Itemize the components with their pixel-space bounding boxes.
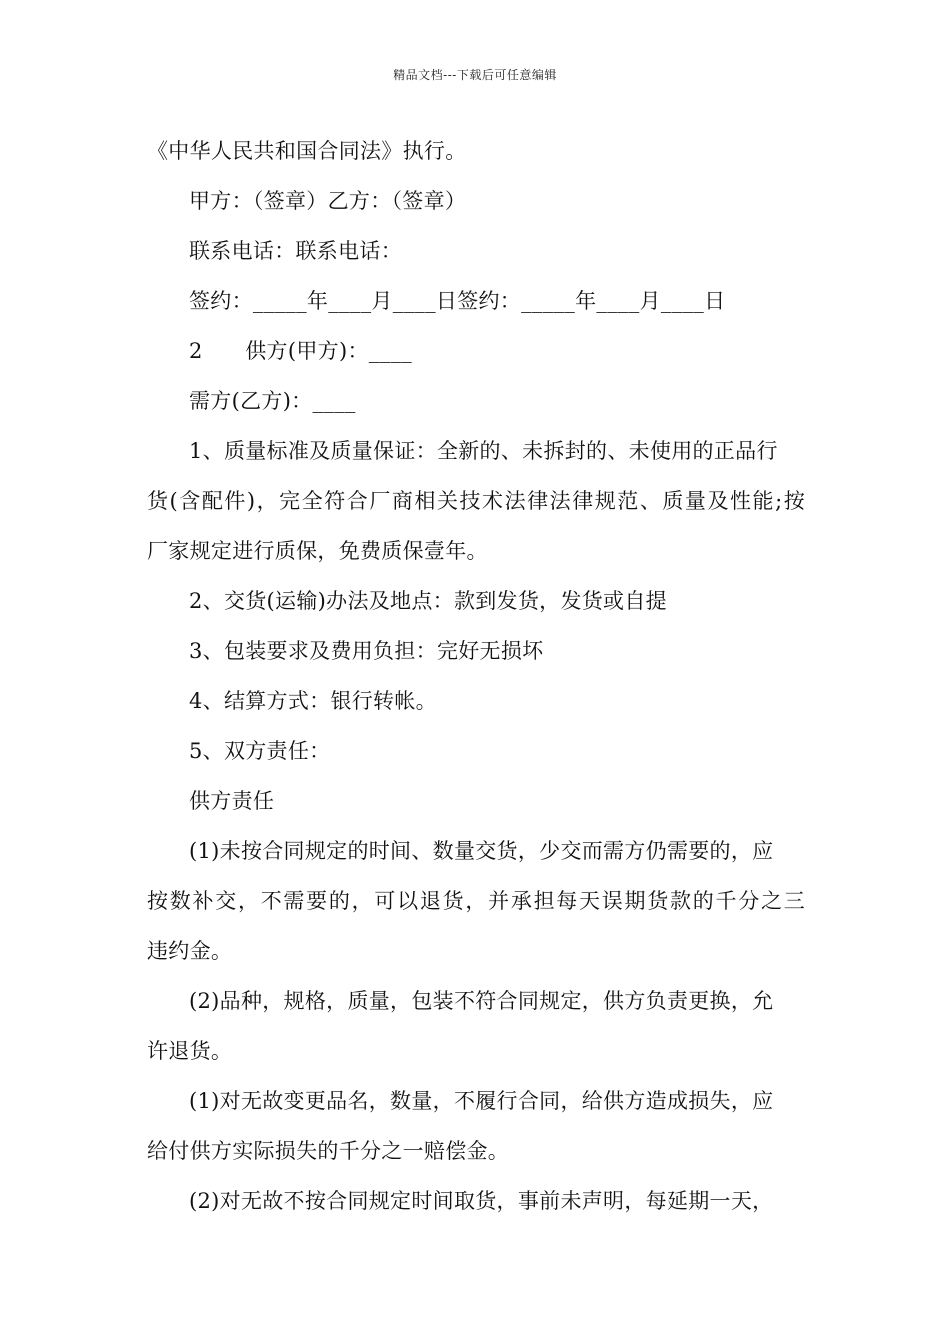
paragraph-line: 许退货。 — [147, 1039, 233, 1063]
paragraph-line: 4、结算方式：银行转帐。 — [189, 689, 437, 713]
paragraph-line: 1、质量标准及质量保证：全新的、未拆封的、未使用的正品行 — [189, 439, 778, 463]
paragraph-line: 签约：_____年____月____日签约：_____年____月____日 — [189, 289, 726, 313]
paragraph-line: (2)品种，规格，质量，包装不符合同规定，供方负责更换，允 — [189, 989, 774, 1013]
paragraph-line: 需方(乙方)：____ — [189, 389, 356, 413]
paragraph-line: 2、交货(运输)办法及地点：款到发货，发货或自提 — [189, 589, 667, 613]
paragraph-line: 违约金。 — [147, 939, 233, 963]
paragraph-line: 货(含配件)，完全符合厂商相关技术法律法律规范、质量及性能;按 — [147, 489, 805, 513]
page-header: 精品文档---下载后可任意编辑 — [393, 68, 557, 82]
paragraph-line: 3、包装要求及费用负担：完好无损坏 — [189, 639, 544, 663]
paragraph-line: 厂家规定进行质保，免费质保壹年。 — [147, 539, 488, 563]
paragraph-line: 5、双方责任： — [189, 739, 331, 763]
paragraph-line: 供方责任 — [189, 789, 275, 813]
paragraph-line: 《中华人民共和国合同法》执行。 — [147, 139, 467, 163]
paragraph-line: (1)对无故变更品名，数量，不履行合同，给供方造成损失，应 — [189, 1089, 774, 1113]
paragraph-line: (2)对无故不按合同规定时间取货，事前未声明，每延期一天， — [189, 1189, 774, 1213]
paragraph-line: 给付供方实际损失的千分之一赔偿金。 — [147, 1139, 510, 1163]
paragraph-line: (1)未按合同规定的时间、数量交货，少交而需方仍需要的，应 — [189, 839, 774, 863]
paragraph-line: 联系电话：联系电话： — [189, 239, 402, 263]
paragraph-line: 按数补交，不需要的，可以退货，并承担每天误期货款的千分之三 — [147, 889, 805, 913]
paragraph-line: 2 供方(甲方)：____ — [189, 339, 412, 363]
paragraph-line: 甲方：（签章）乙方：（签章） — [189, 189, 467, 213]
